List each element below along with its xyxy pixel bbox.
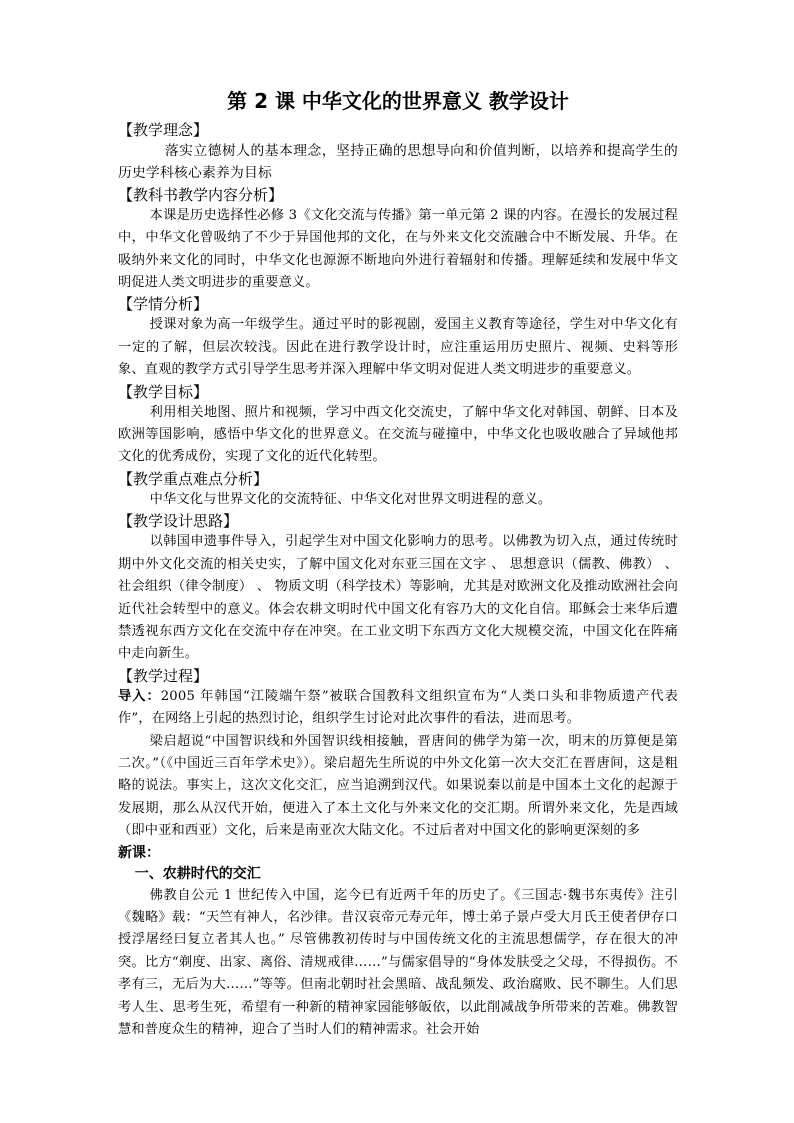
buddhism-paragraph: 佛教自公元 1 世纪传入中国，迄今已有近两千年的历史了。《三国志·魏书东夷传》注引《魏略》载：“天竺有神人，名沙律。昔汉哀帝元寿元年，博士弟子景卢受大月氏王使者伊存口授浮屠经曰复立者其人也。” 尽管佛教初传时与中国传统文化的主流思想儒学，存在很大的冲突。比方“剃度、出家、离俗、清规戒律……”与儒家倡导的“身体发肤受之父母，不得损伤。不孝有三，无后为大……”等等。但南北朝时社会黑暗、战乱频发、政治腐败、民不聊生。人们思考人生、思考生死，希望有一种新的精神家园能够皈依，以此削减战争所带来的苦难。佛教智慧和普度众生的精神，迎合了当时人们的精神需求。社会开始 [118, 887, 678, 1037]
section-heading-goals: 【教学目标】 [118, 382, 209, 401]
section-heading-textbook: 【教科书教学内容分析】 [118, 185, 284, 204]
section-heading-design: 【教学设计思路】 [118, 512, 239, 531]
quote-paragraph: 梁启超说“中国智识线和外国智识线相接触，晋唐间的佛学为第一次，明末的历算便是第二次。”（《中国近三百年学术史》）。梁启超先生所说的中外文化第一次大交汇在晋唐间，这是粗略的说法。事实上，这次文化交汇，应当追溯到汉代。如果说秦以前是中国本土文化的起源于发展期，那么从汉代开始，便进入了本土文化与外来文化的交汇期。所谓外来文化，先是西域（即中亚和西亚）文化，后来是南亚次大陆文化。不过后者对中国文化的影响更深刻的多 [118, 733, 678, 839]
students-paragraph: 授课对象为高一年级学生。通过平时的影视剧，爱国主义教育等途径，学生对中华文化有一定的了解，但层次较浅。因此在进行教学设计时，应注重运用历史照片、视频、史料等形象、直观的教学方式引导学生思考并深入理解中华文明对促进人类文明进步的重要意义。 [118, 317, 678, 378]
intro-paragraph [118, 686, 678, 731]
intro-label: 导入： [118, 688, 161, 704]
document-page [118, 88, 678, 1041]
section-heading-process: 【教学过程】 [118, 666, 209, 685]
new-lesson-label: 新课： [118, 844, 160, 861]
section-heading-keypoints: 【教学重点难点分析】 [118, 469, 269, 488]
concept-paragraph: 落实立德树人的基本理念，坚持正确的思想导向和价值判断，以培养和提高学生的历史学科核心素养为目标 [118, 143, 678, 182]
design-paragraph: 以韩国申遗事件导入，引起学生对中国文化影响力的思考。以佛教为切入点，通过传统时期中外文化交流的相关史实，了解中国文化对东亚三国在文字 、 思想意识（儒教、佛教） 、 社会组织（律令制度） 、 物质文明（科学技术）等影响，尤其是对欧洲文化及推动欧洲社会向近代社会转型中的意义。体会农耕文明时代中国文化有容乃大的文化自信。耶稣会士来华后遭禁透视东西方文化在交流中存在冲突。在工业文明下东西方文化大规模交流，中国文化在阵痛中走向新生。 [118, 534, 678, 662]
goals-paragraph: 利用相关地图、照片和视频，学习中西文化交流史，了解中华文化对韩国、朝鲜、日本及欧洲等国影响，感悟中华文化的世界意义。在交流与碰撞中，中华文化也吸收融合了异域他邦文化的优秀成份，实现了文化的近代化转型。 [118, 404, 678, 465]
page-title: 第 2 课 中华文化的世界意义 教学设计 [227, 89, 569, 113]
section-heading-concept: 【教学理念】 [118, 121, 209, 139]
intro-text: 2005 年韩国“江陵端午祭”被联合国教科文组织宣布为“人类口头和非物质遗产代表作”，在网络上引起的热烈讨论，组织学生讨论对此次事件的看法，进而思考。 [118, 688, 678, 727]
keypoints-paragraph: 中华文化与世界文化的交流特征、中华文化对世界文明进程的意义。 [149, 491, 552, 507]
section-heading-students: 【学情分析】 [118, 295, 209, 314]
subheading-farming-era: 一、农耕时代的交汇 [134, 865, 261, 882]
textbook-paragraph: 本课是历史选择性必修 3《文化交流与传播》第一单元第 2 课的内容。在漫长的发展过程中，中华文化曾吸纳了不少于异国他邦的文化，在与外来文化交流融合中不断发展、升华。在吸纳外来文化的同时，中华文化也源源不断地向外进行着辐射和传播。理解延续和发展中华文明促进人类文明进步的重要意义。 [118, 207, 678, 291]
